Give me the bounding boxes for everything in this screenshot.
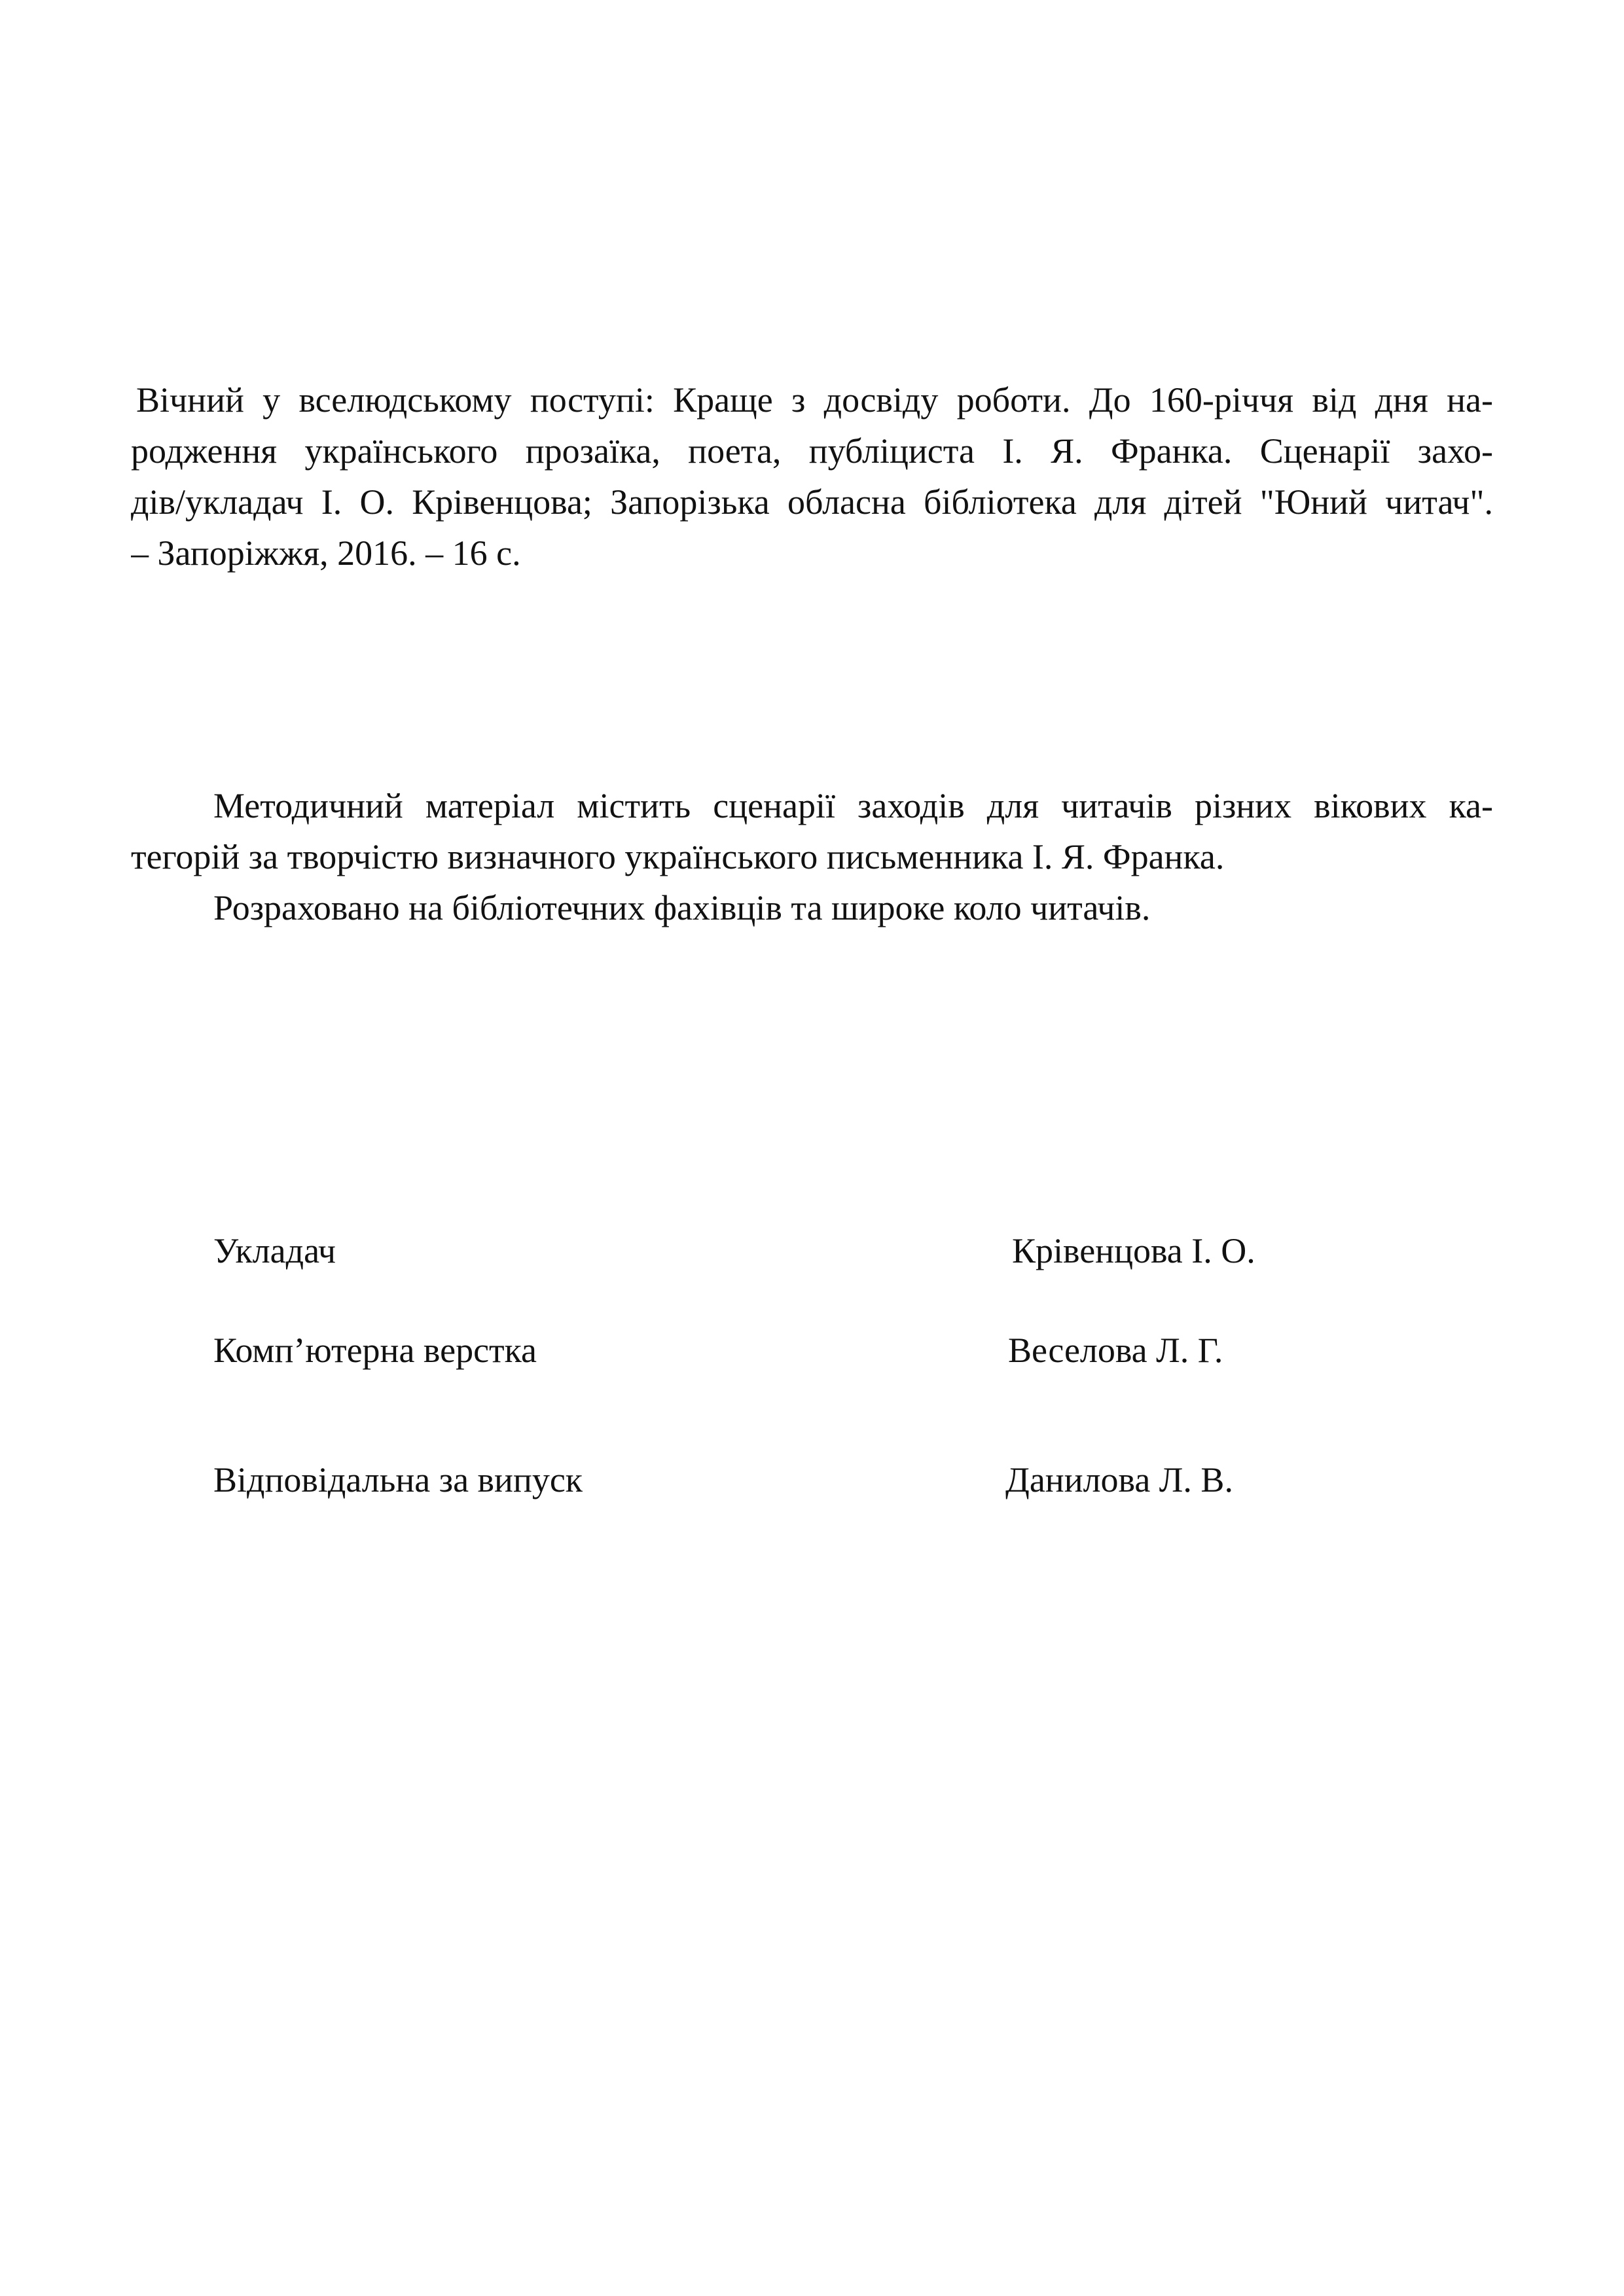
bib-line-2: родження українського прозаїка, поета, публіциста І. Я. Франка. Сценарії захо- — [131, 431, 1493, 471]
bibliographic-description — [131, 374, 1493, 584]
credit-row-responsible — [213, 1460, 1359, 1512]
credit-role: Відповідальна за випуск — [213, 1460, 583, 1499]
annotation-line-1: Методичний матеріал містить сценарії заходів для читачів різних вікових ка- — [213, 786, 1493, 825]
credit-role: Укладач — [213, 1231, 336, 1270]
annotation — [131, 780, 1493, 950]
credits-section — [213, 1230, 1359, 1532]
annotation-line-2: тегорій за творчістю визначного українського письменника І. Я. Франка. — [131, 837, 1225, 876]
credit-role: Комп’ютерна верстка — [213, 1331, 537, 1370]
bib-line-4: – Запоріжжя, 2016. – 16 с. — [131, 533, 521, 573]
credit-name: Крівенцова І. О. — [1012, 1231, 1255, 1270]
bib-line-1: Вічний у вселюдському поступі: Краще з досвіду роботи. До 160-річчя від дня на- — [136, 380, 1493, 420]
credit-row-compiler — [213, 1230, 1359, 1283]
credit-name: Веселова Л. Г. — [1008, 1331, 1223, 1370]
credit-row-layout — [213, 1330, 1359, 1382]
annotation-line-3: Розраховано на бібліотечних фахівців та широке коло читачів. — [213, 888, 1151, 927]
credit-name: Данилова Л. В. — [1005, 1460, 1233, 1499]
bib-line-3: дів/укладач І. О. Крівенцова; Запорізька обласна бібліотека для дітей "Юний читач". — [131, 482, 1493, 522]
